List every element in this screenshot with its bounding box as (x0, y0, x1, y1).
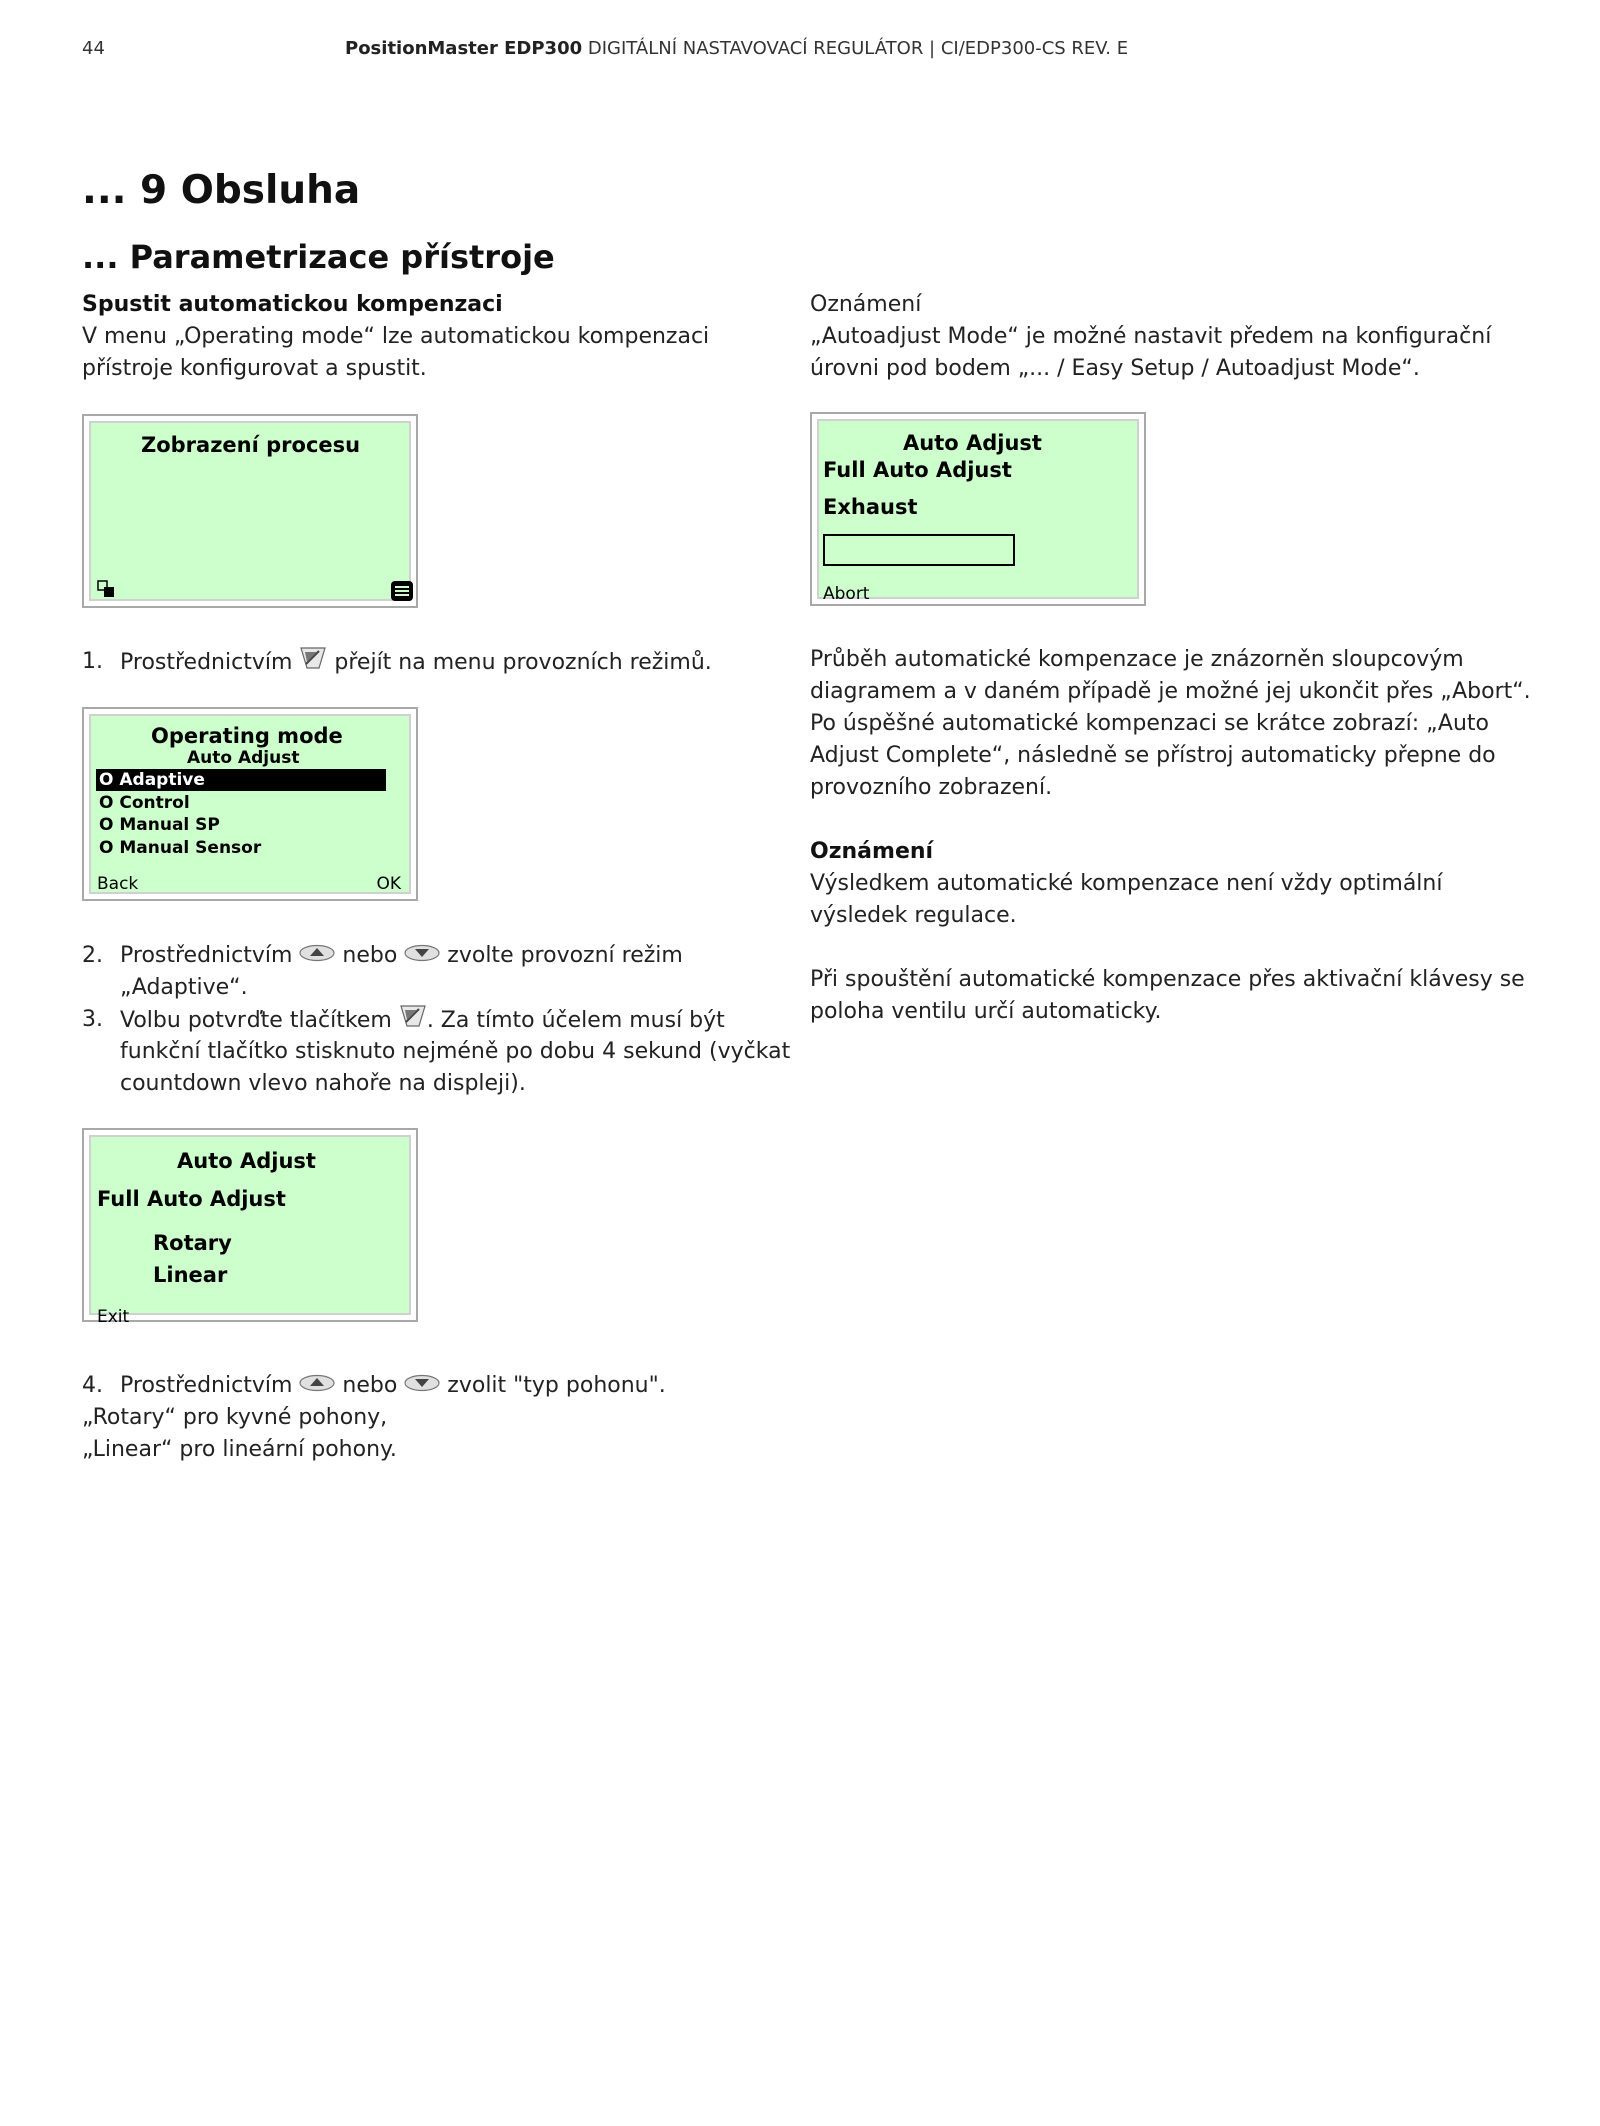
intro-line-2: přístroje konfigurovat a spustit. (82, 356, 427, 381)
lcd-option-linear[interactable]: Linear (153, 1263, 228, 1287)
note-2-title: Oznámení (810, 839, 934, 864)
chapter-title: ... 9 Obsluha (82, 168, 361, 213)
step-text: nebo (342, 943, 398, 968)
step-text: . Za tímto účelem musí být (426, 1008, 725, 1033)
para-line: Výsledkem automatické kompenzace není vždy optimální (810, 871, 1443, 896)
lcd-option-rotary[interactable]: Rotary (153, 1231, 232, 1255)
lcd-title: Auto Adjust (177, 1149, 316, 1173)
lcd-ok-label[interactable]: OK (376, 874, 401, 894)
para-line: Po úspěšné automatické kompenzaci se krátce zobrazí: „Auto (810, 711, 1489, 736)
lcd-status: Exhaust (823, 495, 918, 519)
menu-icon (391, 581, 413, 605)
para-line: poloha ventilu určí automaticky. (810, 999, 1162, 1024)
para-line: Průběh automatické kompenzace je znázorněn sloupcovým (810, 647, 1464, 672)
running-header (345, 38, 1128, 59)
step-number: 2. (82, 943, 103, 968)
subsection-title: Spustit automatickou kompenzaci (82, 292, 503, 317)
lcd-title: Zobrazení procesu (141, 433, 361, 457)
para-line: provozního zobrazení. (810, 775, 1053, 800)
step-text: zvolte provozní režim (447, 943, 683, 968)
running-header-product: PositionMaster EDP300 (345, 38, 583, 59)
progress-bar (823, 534, 1015, 566)
lcd-exit-label[interactable]: Exit (97, 1307, 130, 1327)
step-1 (82, 646, 712, 678)
para-line: diagramem a v daném případě je možné jej ukončit přes „Abort“. (810, 679, 1531, 704)
arrow-up-icon (299, 940, 335, 972)
step-2-cont: „Adaptive“. (120, 975, 248, 1000)
function-key-icon (299, 646, 327, 680)
lcd-operating-mode (82, 707, 418, 901)
note-2-body (810, 868, 1442, 932)
step-text: nebo (342, 1373, 398, 1398)
step-text: přejít na menu provozních režimů. (334, 650, 712, 675)
lcd-option-adaptive[interactable]: O Adaptive (99, 770, 205, 790)
lcd-auto-adjust-progress (810, 412, 1146, 606)
note-1-line-2: úrovni pod bodem „... / Easy Setup / Autoadjust Mode“. (810, 356, 1420, 381)
step-number: 3. (82, 1007, 103, 1032)
step-number: 1. (82, 649, 103, 674)
section-title: ... Parametrizace přístroje (82, 238, 555, 276)
step-text: Prostřednictvím (120, 1373, 293, 1398)
mode-icon (97, 580, 115, 602)
step-text: zvolit "typ pohonu". (447, 1373, 666, 1398)
lcd-option-manual-sensor[interactable]: O Manual Sensor (99, 838, 262, 858)
lcd-auto-adjust-type (82, 1128, 418, 1327)
arrow-down-icon (404, 940, 440, 972)
note-1-line-1: „Autoadjust Mode“ je možné nastavit předem na konfigurační (810, 324, 1492, 349)
lcd-option-control[interactable]: O Control (99, 793, 190, 813)
lcd-process-display (82, 414, 418, 608)
para-line: Při spouštění automatické kompenzace přes aktivační klávesy se (810, 967, 1525, 992)
step-2 (82, 940, 683, 972)
step-4 (82, 1370, 666, 1402)
note-1-title: Oznámení (810, 292, 922, 317)
lcd-title: Auto Adjust (903, 431, 1042, 455)
lcd-line: Full Auto Adjust (823, 458, 1012, 482)
lcd-abort-label[interactable]: Abort (823, 584, 870, 604)
lcd-subtitle: Auto Adjust (187, 748, 300, 768)
running-header-doc: DIGITÁLNÍ NASTAVOVACÍ REGULÁTOR | CI/EDP300-CS REV. E (582, 38, 1129, 59)
lcd-title: Operating mode (151, 724, 343, 748)
para-2 (810, 964, 1525, 1028)
step-3-cont-1: funkční tlačítko stisknuto nejméně po dobu 4 sekund (vyčkat (120, 1039, 791, 1064)
step-text: Prostřednictvím (120, 943, 293, 968)
para-1 (810, 644, 1531, 804)
step-text: Volbu potvrďte tlačítkem (120, 1008, 392, 1033)
step-4-linear: „Linear“ pro lineární pohony. (82, 1437, 397, 1462)
arrow-down-icon (404, 1370, 440, 1402)
function-key-icon (399, 1004, 427, 1038)
step-3-cont-2: countdown vlevo nahoře na displeji). (120, 1071, 526, 1096)
step-text: Prostřednictvím (120, 650, 293, 675)
lcd-option-manual-sp[interactable]: O Manual SP (99, 815, 220, 835)
page-number: 44 (82, 38, 105, 59)
step-4-rotary: „Rotary“ pro kyvné pohony, (82, 1405, 388, 1430)
lcd-back-label[interactable]: Back (97, 874, 139, 894)
step-number: 4. (82, 1373, 103, 1398)
intro-line-1: V menu „Operating mode“ lze automatickou kompenzaci (82, 324, 710, 349)
lcd-line: Full Auto Adjust (97, 1187, 286, 1211)
para-line: Adjust Complete“, následně se přístroj automaticky přepne do (810, 743, 1496, 768)
para-line: výsledek regulace. (810, 903, 1017, 928)
step-3 (82, 1004, 725, 1036)
arrow-up-icon (299, 1370, 335, 1402)
